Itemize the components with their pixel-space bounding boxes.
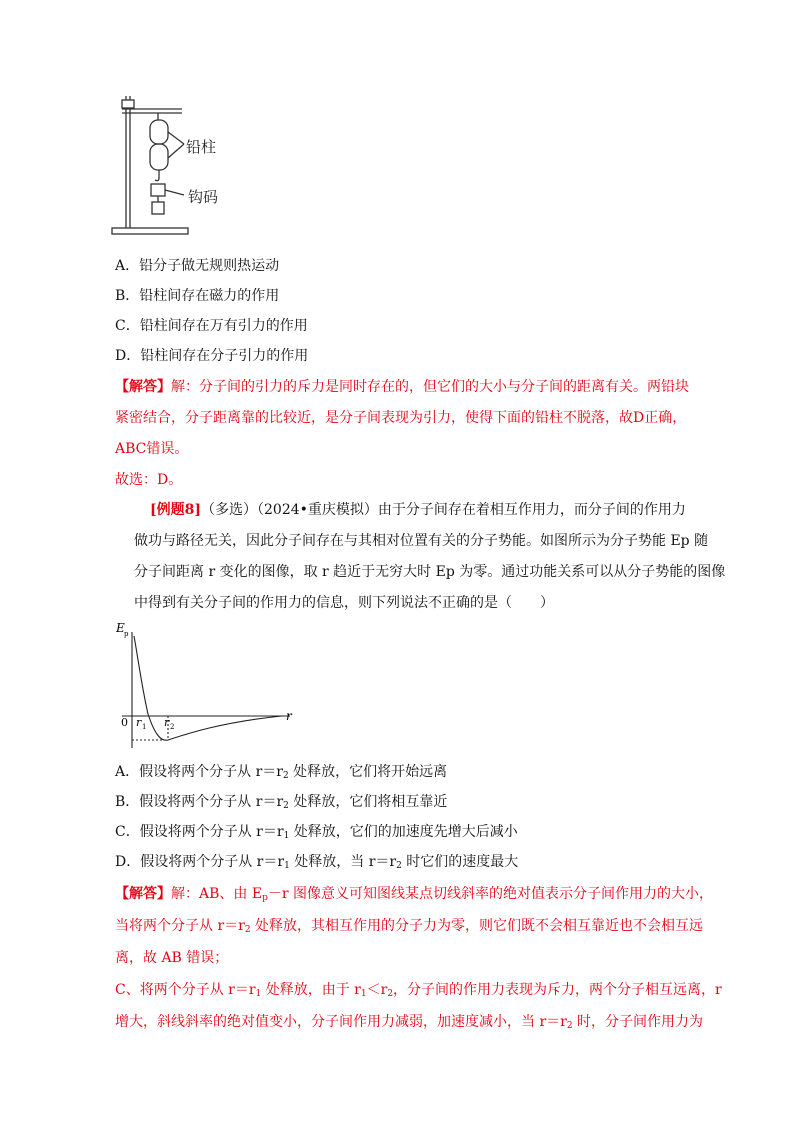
q8-answer-line-1: 【解答】解：AB、由 $E_p-r$ 图像意义可知图线某点切线斜率的绝对值表示分子间作用力的大小，	[115, 886, 713, 903]
x-axis-label: r	[286, 709, 292, 723]
q8-stem-line-4: 中得到有关分子间的作用力的信息，则下列说法不正确的是（ ）	[134, 595, 554, 611]
y-axis-label: E	[116, 621, 125, 635]
r2-label: r	[164, 716, 170, 729]
label-lead-column: 铅柱	[186, 138, 217, 156]
r1-label: r	[136, 716, 142, 729]
q8-option-a: A．假设将两个分子从 $r=r_2$ 处释放，它们将开始远离	[115, 764, 448, 781]
q8-stem-line-3: 分子间距离 r 变化的图像，取 r 趋近于无穷大时 Ep 为零。通过功能关系可以从分子势能的图像	[134, 564, 726, 580]
q8-answer-line-3: 离，故 AB 错误；	[115, 950, 229, 966]
q8-label: [例题8]	[150, 502, 201, 518]
q7-option-d: D．铅柱间存在分子引力的作用	[115, 348, 309, 364]
origin-label: 0	[121, 716, 128, 729]
q8-answer-line-2: 当将两个分子从 $r=r_2$ 处释放，其相互作用的分子力为零，则它们既不会相互靠近也不会相互远	[115, 918, 704, 935]
q8-answer-line-5: 增大，斜线斜率的绝对值变小，分子间作用力减弱，加速度减小，当 $r=r_2$ 时，分子间作用力为	[115, 1014, 704, 1031]
q8-option-c: C．假设将两个分子从 $r=r_1$ 处释放，它们的加速度先增大后减小	[115, 824, 518, 841]
q7-answer-choice: 故选：D。	[115, 472, 183, 488]
q7-option-b: B．铅柱间存在磁力的作用	[115, 288, 280, 304]
q7-answer-line-2: 紧密结合，分子距离靠的比较近，是分子间表现为引力，使得下面的铅柱不脱落，故D正确，	[115, 410, 687, 426]
q7-option-c: C．铅柱间存在万有引力的作用	[115, 318, 308, 334]
q8-stem-line-2: 做功与路径无关，因此分子间存在与其相对位置有关的分子势能。如图所示为分子势能 Ep 随	[134, 533, 709, 549]
q8-option-d: D．假设将两个分子从 $r=r_1$ 处释放，当 $r=r_2$ 时它们的速度最大	[115, 854, 519, 871]
y-axis-label-sub: p	[124, 630, 129, 638]
label-weight: 钩码	[188, 188, 219, 206]
r2-label-sub: 2	[170, 723, 175, 731]
q8-option-b: B．假设将两个分子从 $r=r_2$ 处释放，它们将相互靠近	[115, 794, 448, 811]
q8-stem-line-1: [例题8]（多选）（2024•重庆模拟）由于分子间存在着相互作用力，而分子间的作用力	[150, 502, 686, 518]
r1-label-sub: 1	[142, 723, 147, 731]
ep-curve	[134, 636, 282, 740]
q7-answer-line-3: ABC错误。	[115, 441, 189, 457]
lead-columns-apparatus-figure	[108, 92, 228, 242]
q8-answer-line-4: C、将两个分子从 $r=r_1$ 处释放，由于 $r_1<r_2$，分子间的作用力表现为斥力，两个分子相互远离，r	[115, 982, 722, 999]
q7-option-a: A．铅分子做无规则热运动	[115, 258, 280, 274]
potential-energy-graph	[112, 618, 302, 754]
q7-answer-line-1: 【解答】解：分子间的引力的斥力是同时存在的，但它们的大小与分子间的距离有关。两铅块	[115, 379, 689, 395]
